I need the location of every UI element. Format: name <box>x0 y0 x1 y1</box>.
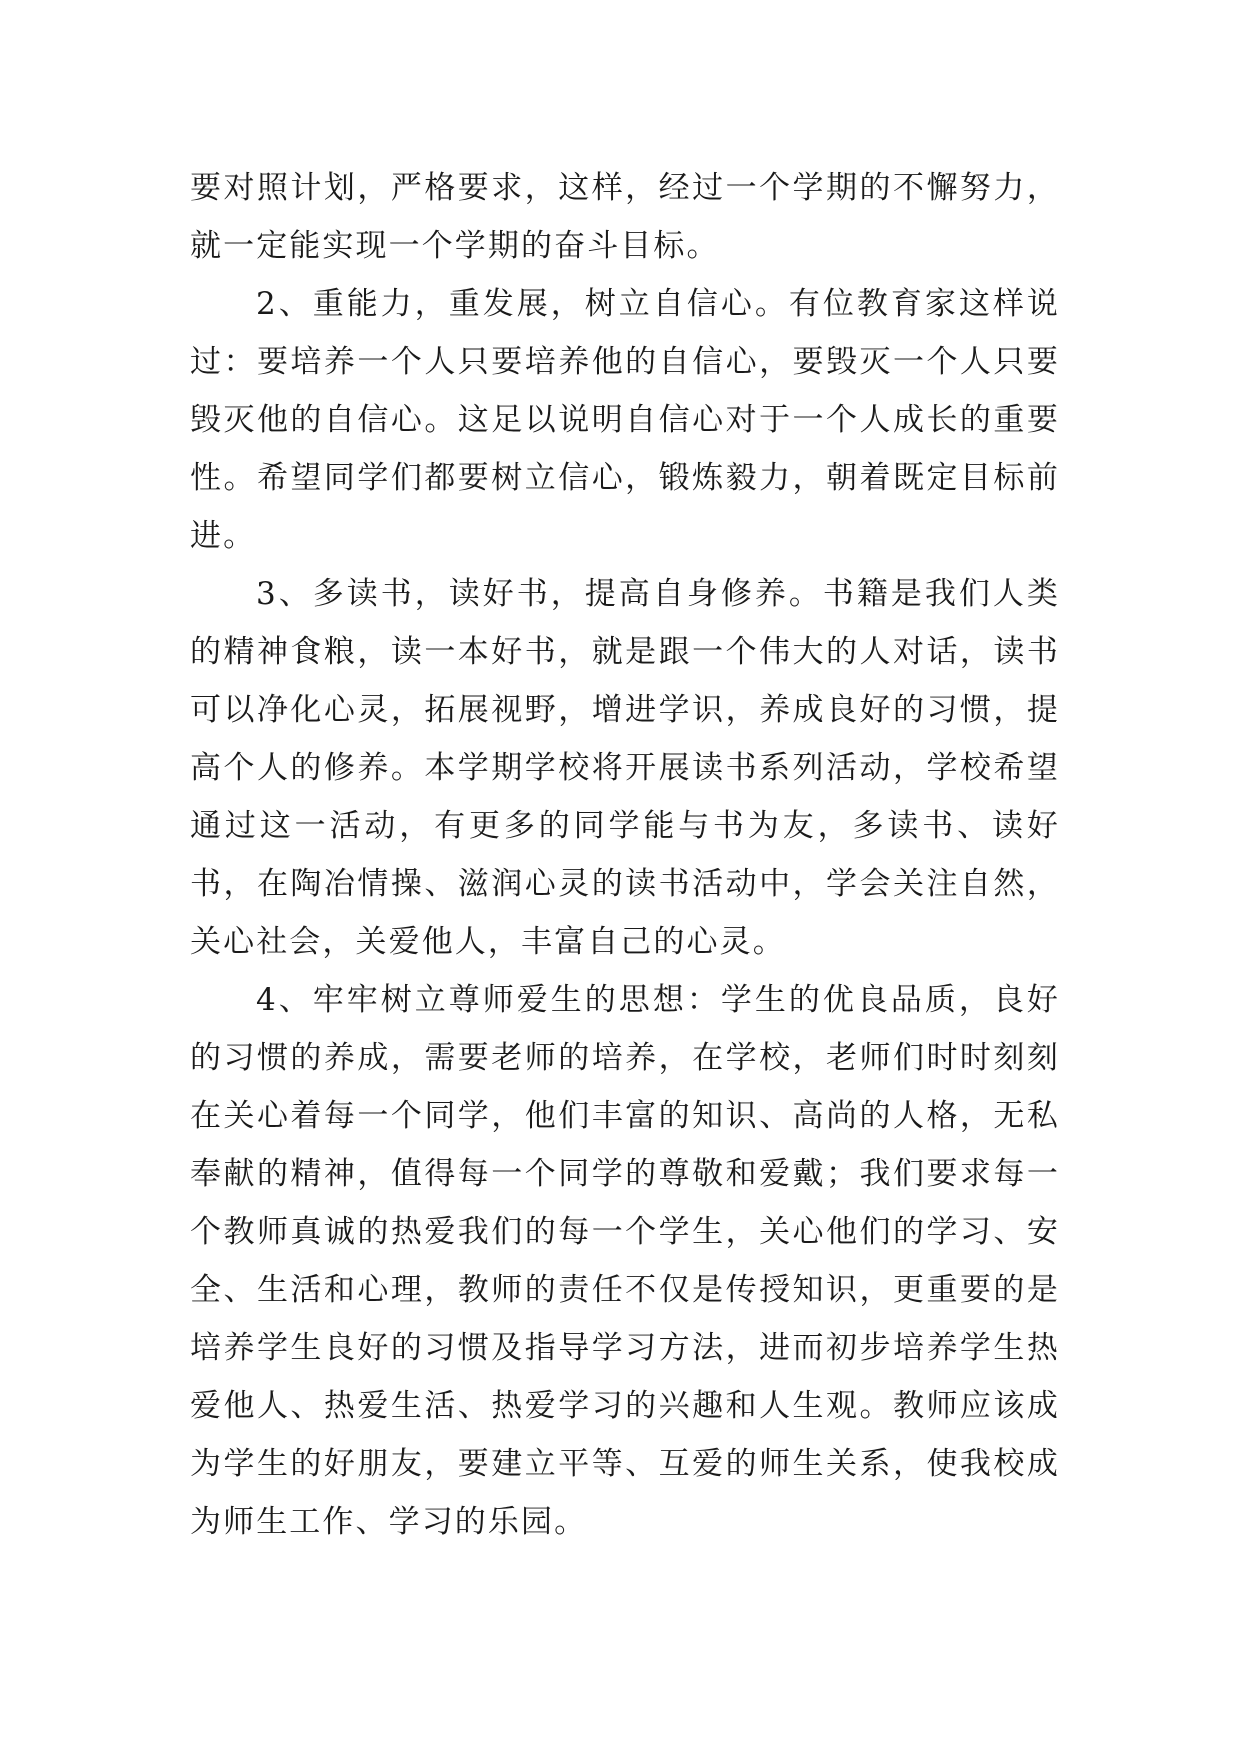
paragraph-respect-teachers: 4、牢牢树立尊师爱生的思想：学生的优良品质，良好的习惯的养成，需要老师的培养，在学校，老师们时时刻刻在关心着每一个同学，他们丰富的知识、高尚的人格，无私奉献的精神，值得每一个同学的尊敬和爱戴；我们要求每一个教师真诚的热爱我们的每一个学生，关心他们的学习、安全、生活和心理，教师的责任不仅是传授知识，更重要的是培养学生良好的习惯及指导学习方法，进而初步培养学生热爱他人、热爱生活、热爱学习的兴趣和人生观。教师应该成为学生的好朋友，要建立平等、互爱的师生关系，使我校成为师生工作、学习的乐园。 <box>190 982 1060 1540</box>
paragraph-continuation: 要对照计划，严格要求，这样，经过一个学期的不懈努力，就一定能实现一个学期的奋斗目标。 <box>190 170 1060 264</box>
paragraph-self-confidence: 2、重能力，重发展，树立自信心。有位教育家这样说过：要培养一个人只要培养他的自信心，要毁灭一个人只要毁灭他的自信心。这足以说明自信心对于一个人成长的重要性。希望同学们都要树立信心，锻炼毅力，朝着既定目标前进。 <box>190 286 1060 554</box>
paragraph-reading: 3、多读书，读好书，提高自身修养。书籍是我们人类的精神食粮，读一本好书，就是跟一个伟大的人对话，读书可以净化心灵，拓展视野，增进学识，养成良好的习惯，提高个人的修养。本学期学校将开展读书系列活动，学校希望通过这一活动，有更多的同学能与书为友，多读书、读好书，在陶冶情操、滋润心灵的读书活动中，学会关注自然，关心社会，关爱他人，丰富自己的心灵。 <box>190 576 1060 960</box>
document-body <box>190 159 1060 1551</box>
